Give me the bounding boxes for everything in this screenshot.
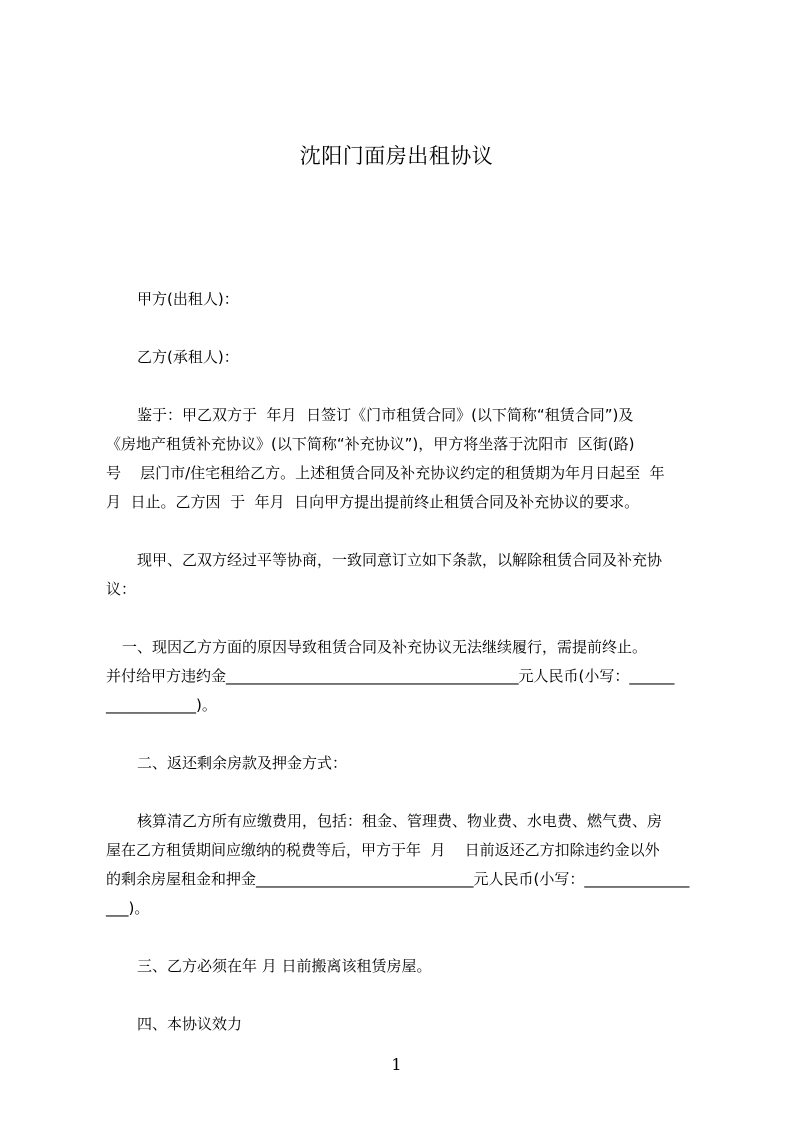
recital-line: 鉴于：甲乙双方于 年月 日签订《门市租赁合同》(以下简称“租赁合同”)及 bbox=[137, 406, 634, 424]
agreement-intro-paragraph bbox=[106, 546, 702, 604]
clause-4-heading: 四、本协议效力 bbox=[137, 1015, 243, 1033]
recital-line: 号 层门市/住宅租给乙方。上述租赁合同及补充协议约定的租赁期为年月日起至 年 bbox=[106, 464, 665, 482]
clause-1-line: 一、现因乙方方面的原因导致租赁合同及补充协议无法继续履行，需提前终止。 bbox=[122, 638, 648, 656]
clause-2-line: 核算清乙方所有应缴费用，包括：租金、管理费、物业费、水电费、燃气费、房 bbox=[137, 812, 663, 830]
agreement-intro-line: 现甲、乙双方经过平等协商，一致同意订立如下条款，以解除租赁合同及补充协 bbox=[137, 551, 663, 569]
clause-1-paragraph bbox=[106, 633, 702, 720]
clause-2-paragraph bbox=[106, 807, 702, 923]
recital-line: 《房地产租赁补充协议》(以下简称“补充协议”)，甲方将坐落于沈阳市 区街(路) bbox=[106, 435, 635, 453]
clause-3-line: 三、乙方必须在年 月 日前搬离该租赁房屋。 bbox=[137, 957, 432, 975]
clause-2-line: ___)。 bbox=[106, 899, 150, 917]
paragraph-gap bbox=[106, 778, 702, 807]
clause-1-line: 并付给甲方违约金_______________________________________元人民币(小写：______ bbox=[106, 667, 675, 685]
paragraph-gap bbox=[106, 720, 702, 749]
recital-line: 月 日止。乙方因 于 年月 日向甲方提出提前终止租赁合同及补充协议的要求。 bbox=[106, 493, 640, 511]
document-body bbox=[106, 285, 702, 1039]
paragraph-gap bbox=[106, 981, 702, 1010]
agreement-intro-line: 议： bbox=[106, 580, 137, 598]
paragraph-gap bbox=[106, 604, 702, 633]
clause-2-line: 的剩余房屋租金和押金_____________________________元人民币(小写：______________ bbox=[106, 870, 690, 888]
paragraph-gap bbox=[106, 314, 702, 343]
clause-2-line: 屋在乙方租赁期间应缴纳的税费等后，甲方于年 月 日前返还乙方扣除违约金以外 bbox=[106, 841, 660, 859]
page-number: 1 bbox=[391, 1055, 402, 1074]
paragraph-gap bbox=[106, 923, 702, 952]
document-title: 沈阳门面房出租协议 bbox=[299, 144, 494, 168]
clause-1-line: ____________)。 bbox=[106, 696, 217, 714]
recital-paragraph bbox=[106, 401, 702, 517]
clause-2-heading: 二、返还剩余房款及押金方式： bbox=[137, 754, 348, 772]
party-a-line: 甲方(出租人)： bbox=[137, 290, 239, 308]
paragraph-gap bbox=[106, 517, 702, 546]
party-b-line: 乙方(承租人)： bbox=[137, 348, 239, 366]
paragraph-gap bbox=[106, 372, 702, 401]
